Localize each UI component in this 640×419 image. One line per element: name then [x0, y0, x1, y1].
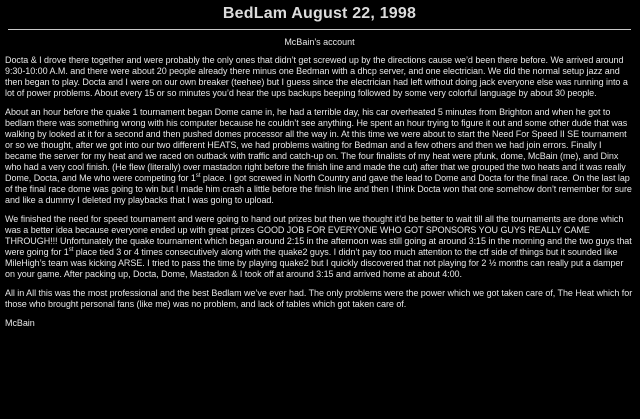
paragraph-text: place. I got screwed in North Country and gave the lead to Dome and Docta for the final race. On the last lap of the final race dome was going to win but I made him crash a little before the finish line and then I think Docta won that one somehow don’t remember for sure and like a dummy I deleted my playbacks that I was going to upload. [5, 173, 632, 205]
paragraph-text: We finished the need for speed tournament and were going to hand out prizes but then we thought it’d be better to wait till all the tournaments are done which was a better idea because everyone ended up with great prizes GOOD JOB FOR EVERYONE WHO GOT SPONSORS YOU GUYS REALLY CAME THROUGH!!! Unfortunately the quake tournament which began around 2:15 in the afternoon was still going at around 3:15 in the morning and the two guys that were going for 1 [5, 214, 632, 257]
signature: McBain [5, 318, 35, 328]
paragraph-nfs-tournament [5, 107, 634, 206]
paragraph-text: All in All this was the most professional and the best Bedlam we’ve ever had. The only problems were the power which we got taken care of, The Heat which for those who brought personal fans (like me) was no problem, and lack of tables which got taken care of. [5, 288, 633, 309]
ordinal-superscript: st [195, 173, 201, 179]
document-subtitle: McBain’s account [284, 37, 355, 47]
ordinal-superscript: st [68, 247, 74, 253]
paragraph-arrival [5, 55, 634, 99]
paragraph-text: About an hour before the quake 1 tournament began Dome came in, he had a terrible day, his car overheated 5 minutes from Brighton and when he got to bedlam there was something wrong with his computer because he couldn’t see anything. He spent an hour trying to figure it out and some other dude that was walking by looked at it for a second and then pushed domes processor all the way in. At this time we were about to start the Need For Speed II SE tournament or so we thought, after we got into our two different HEATS, we had problems waiting for Bedman and a few others and then we had join errors. Finally I became the server for my heat and we raced on outback with traffic and catch-up on. The four finalists of my heat were pfunk, dome, McBain (me), and Dinx who had a very cool finish. (He flew (literally) over mastadon right before the finish line and made the cut) after that we grouped the two heats and it was really Dome, Docta, and Me who were competing for 1 [5, 107, 628, 183]
title-divider [8, 29, 631, 30]
paragraph-quake-tournament [5, 214, 634, 280]
paragraph-text: place tied 3 or 4 times consecutively along with the quake2 guys. I didn’t pay too much attention to the ctf side of things but it sounded like MileHigh’s team was kicking ARSE. I tried to pass the time by playing quake2 but I quickly discovered that not playing for 2 ½ months can really put a damper on your game. After packing up, Docta, Dome, Mastadon & I took off at around 3:15 and arrived home at about 4:00. [5, 247, 624, 279]
document-title: BedLam August 22, 1998 [222, 5, 417, 22]
paragraph-text: Docta & I drove there together and were probably the only ones that didn’t get screwed up by the directions cause we’d been there before. We arrived around 9:30-10:00 A.M. and there were about 20 people already there minus one Bedman with a dhcp server, and one electrician. We did the normal setup jazz and then began to play. Docta and I were on our own breaker (teehee) but I guess since the electrician had left without doing jack everyone else was running into a lot of power problems. About every 15 or so minutes you’d hear the ups backups beeping followed by some very colorful language by about 30 people. [5, 55, 628, 98]
paragraph-summary [5, 288, 634, 310]
